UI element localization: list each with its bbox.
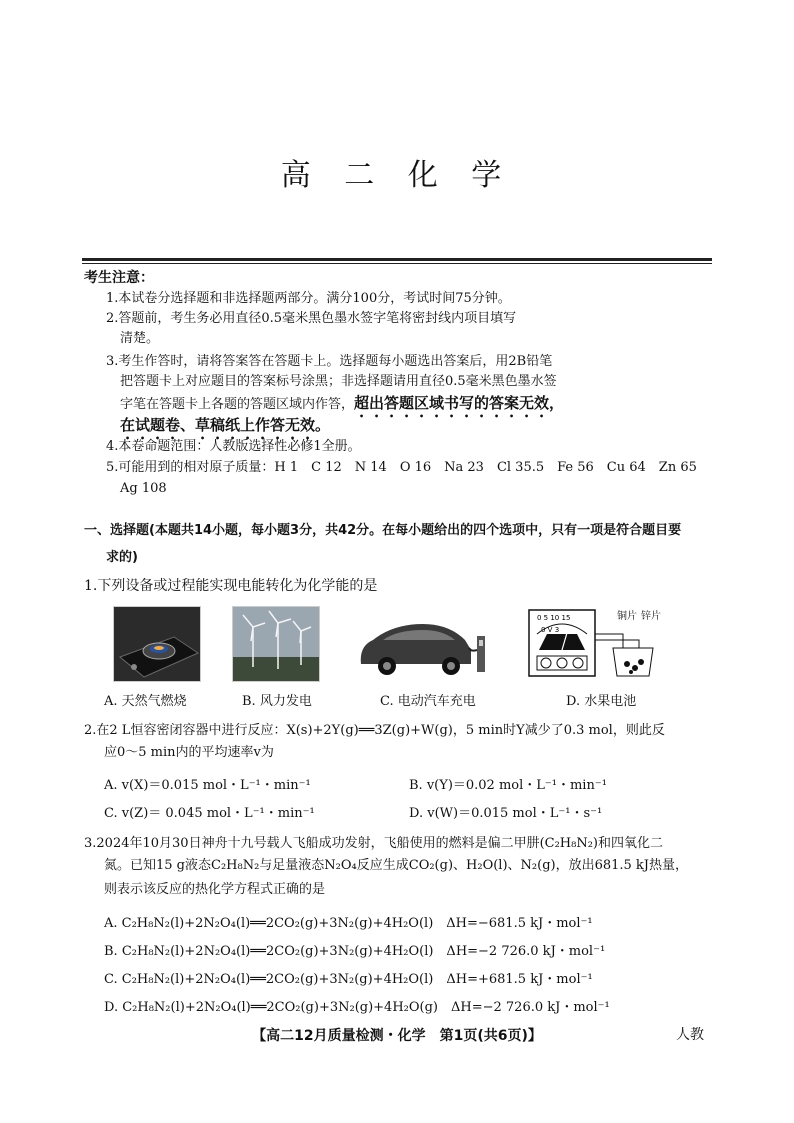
question-2-stem-cont: 应0～5 min内的平均速率v为 xyxy=(104,745,274,760)
question-1-stem: 1.下列设备或过程能实现电能转化为化学能的是 xyxy=(84,578,378,594)
zinc-electrode-label: 锌片 xyxy=(641,611,661,622)
svg-text:0 5 10 15: 0 5 10 15 xyxy=(537,614,571,622)
notice-item-1: 1.本试卷分选择题和非选择题两部分。满分100分，考试时间75分钟。 xyxy=(106,291,511,306)
question-3-stem: 3.2024年10月30日神舟十九号载人飞船成功发射，飞船使用的燃料是偏二甲肼(C₂H₈N₂)和四氧化二 xyxy=(84,836,664,851)
page-title: 高 二 化 学 xyxy=(280,158,514,193)
notice-item-5: 5.可能用到的相对原子质量：H 1 C 12 N 14 O 16 Na 23 Cl 35.5 Fe 56 Cu 64 Zn 65 xyxy=(106,460,697,475)
question-1-option-a: A. 天然气燃烧 xyxy=(104,694,187,709)
notice-item-4: 4.本卷命题范围：人教版选择性必修1全册。 xyxy=(106,439,361,454)
publisher-label: 人教 xyxy=(676,1027,704,1043)
fruit-battery-diagram xyxy=(527,604,667,682)
electric-car-image xyxy=(353,606,493,680)
question-2-option-d: D. v(W)＝0.015 mol・L⁻¹・s⁻¹ xyxy=(409,806,603,821)
notice-item-3-cont: 把答题卡上对应题目的答案标号涂黑；非选择题请用直径0.5毫米黑色墨水签 xyxy=(120,374,557,389)
question-3-option-a: A. C₂H₈N₂(l)+2N₂O₄(l)══2CO₂(g)+3N₂(g)+4H₂O(l) ΔH=−681.5 kJ・mol⁻¹ xyxy=(104,916,593,931)
section-1-heading-cont: 求的) xyxy=(106,550,138,565)
notice-item-2-cont: 清楚。 xyxy=(120,331,160,346)
question-1-option-b: B. 风力发电 xyxy=(242,694,312,709)
copper-electrode-label: 铜片 xyxy=(617,611,637,622)
header-rule-thick xyxy=(82,258,712,261)
question-1-option-d: D. 水果电池 xyxy=(566,694,637,709)
svg-text:0 V 3: 0 V 3 xyxy=(541,626,560,634)
notice-item-3: 3.考生作答时，请将答案答在答题卡上。选择题每小题选出答案后，用2B铅笔 xyxy=(106,354,553,369)
question-3-stem-cont2: 则表示该反应的热化学方程式正确的是 xyxy=(104,882,326,897)
gas-stove-image xyxy=(113,606,201,682)
question-1-option-c: C. 电动汽车充电 xyxy=(380,694,476,709)
notice-warning-2: 在试题卷、草稿纸上作答无效。 xyxy=(120,416,331,434)
question-2-option-b: B. v(Y)＝0.02 mol・L⁻¹・min⁻¹ xyxy=(409,778,607,793)
question-2-option-a: A. v(X)＝0.015 mol・L⁻¹・min⁻¹ xyxy=(104,778,311,793)
question-2-option-c: C. v(Z)＝ 0.045 mol・L⁻¹・min⁻¹ xyxy=(104,806,315,821)
section-1-heading: 一、选择题(本题共14小题，每小题3分，共42分。在每小题给出的四个选项中，只有一项是符合题目要 xyxy=(84,523,682,538)
question-3-option-c: C. C₂H₈N₂(l)+2N₂O₄(l)══2CO₂(g)+3N₂(g)+4H₂O(l) ΔH=+681.5 kJ・mol⁻¹ xyxy=(104,972,593,987)
notice-item-5-cont: Ag 108 xyxy=(120,481,167,496)
question-3-option-b: B. C₂H₈N₂(l)+2N₂O₄(l)══2CO₂(g)+3N₂(g)+4H₂O(l) ΔH=−2 726.0 kJ・mol⁻¹ xyxy=(104,944,606,959)
question-3-stem-cont: 氮。已知15 g液态C₂H₈N₂与足量液态N₂O₄反应生成CO₂(g)、H₂O(l)、N₂(g)，放出681.5 kJ热量， xyxy=(104,858,689,873)
question-2-stem: 2.在2 L恒容密闭容器中进行反应：X(s)+2Y(g)══3Z(g)+W(g)，5 min时Y减少了0.3 mol，则此反 xyxy=(84,723,665,738)
question-3-option-d: D. C₂H₈N₂(l)+2N₂O₄(l)══2CO₂(g)+3N₂(g)+4H₂O(g) ΔH=−2 726.0 kJ・mol⁻¹ xyxy=(104,1000,610,1015)
header-rule-thin xyxy=(82,263,712,264)
notice-item-3-text: 字笔在答题卡上各题的答题区域内作答， xyxy=(120,397,355,412)
notice-item-2: 2.答题前，考生务必用直径0.5毫米黑色墨水签字笔将密封线内项目填写 xyxy=(106,311,517,326)
notice-warning-1: 超出答题区域书写的答案无效， xyxy=(354,394,565,412)
wind-turbines-image xyxy=(232,606,320,682)
notice-heading: 考生注意： xyxy=(84,270,154,286)
page-footer: 【高二12月质量检测・化学 第1页(共6页)】 xyxy=(252,1028,542,1044)
